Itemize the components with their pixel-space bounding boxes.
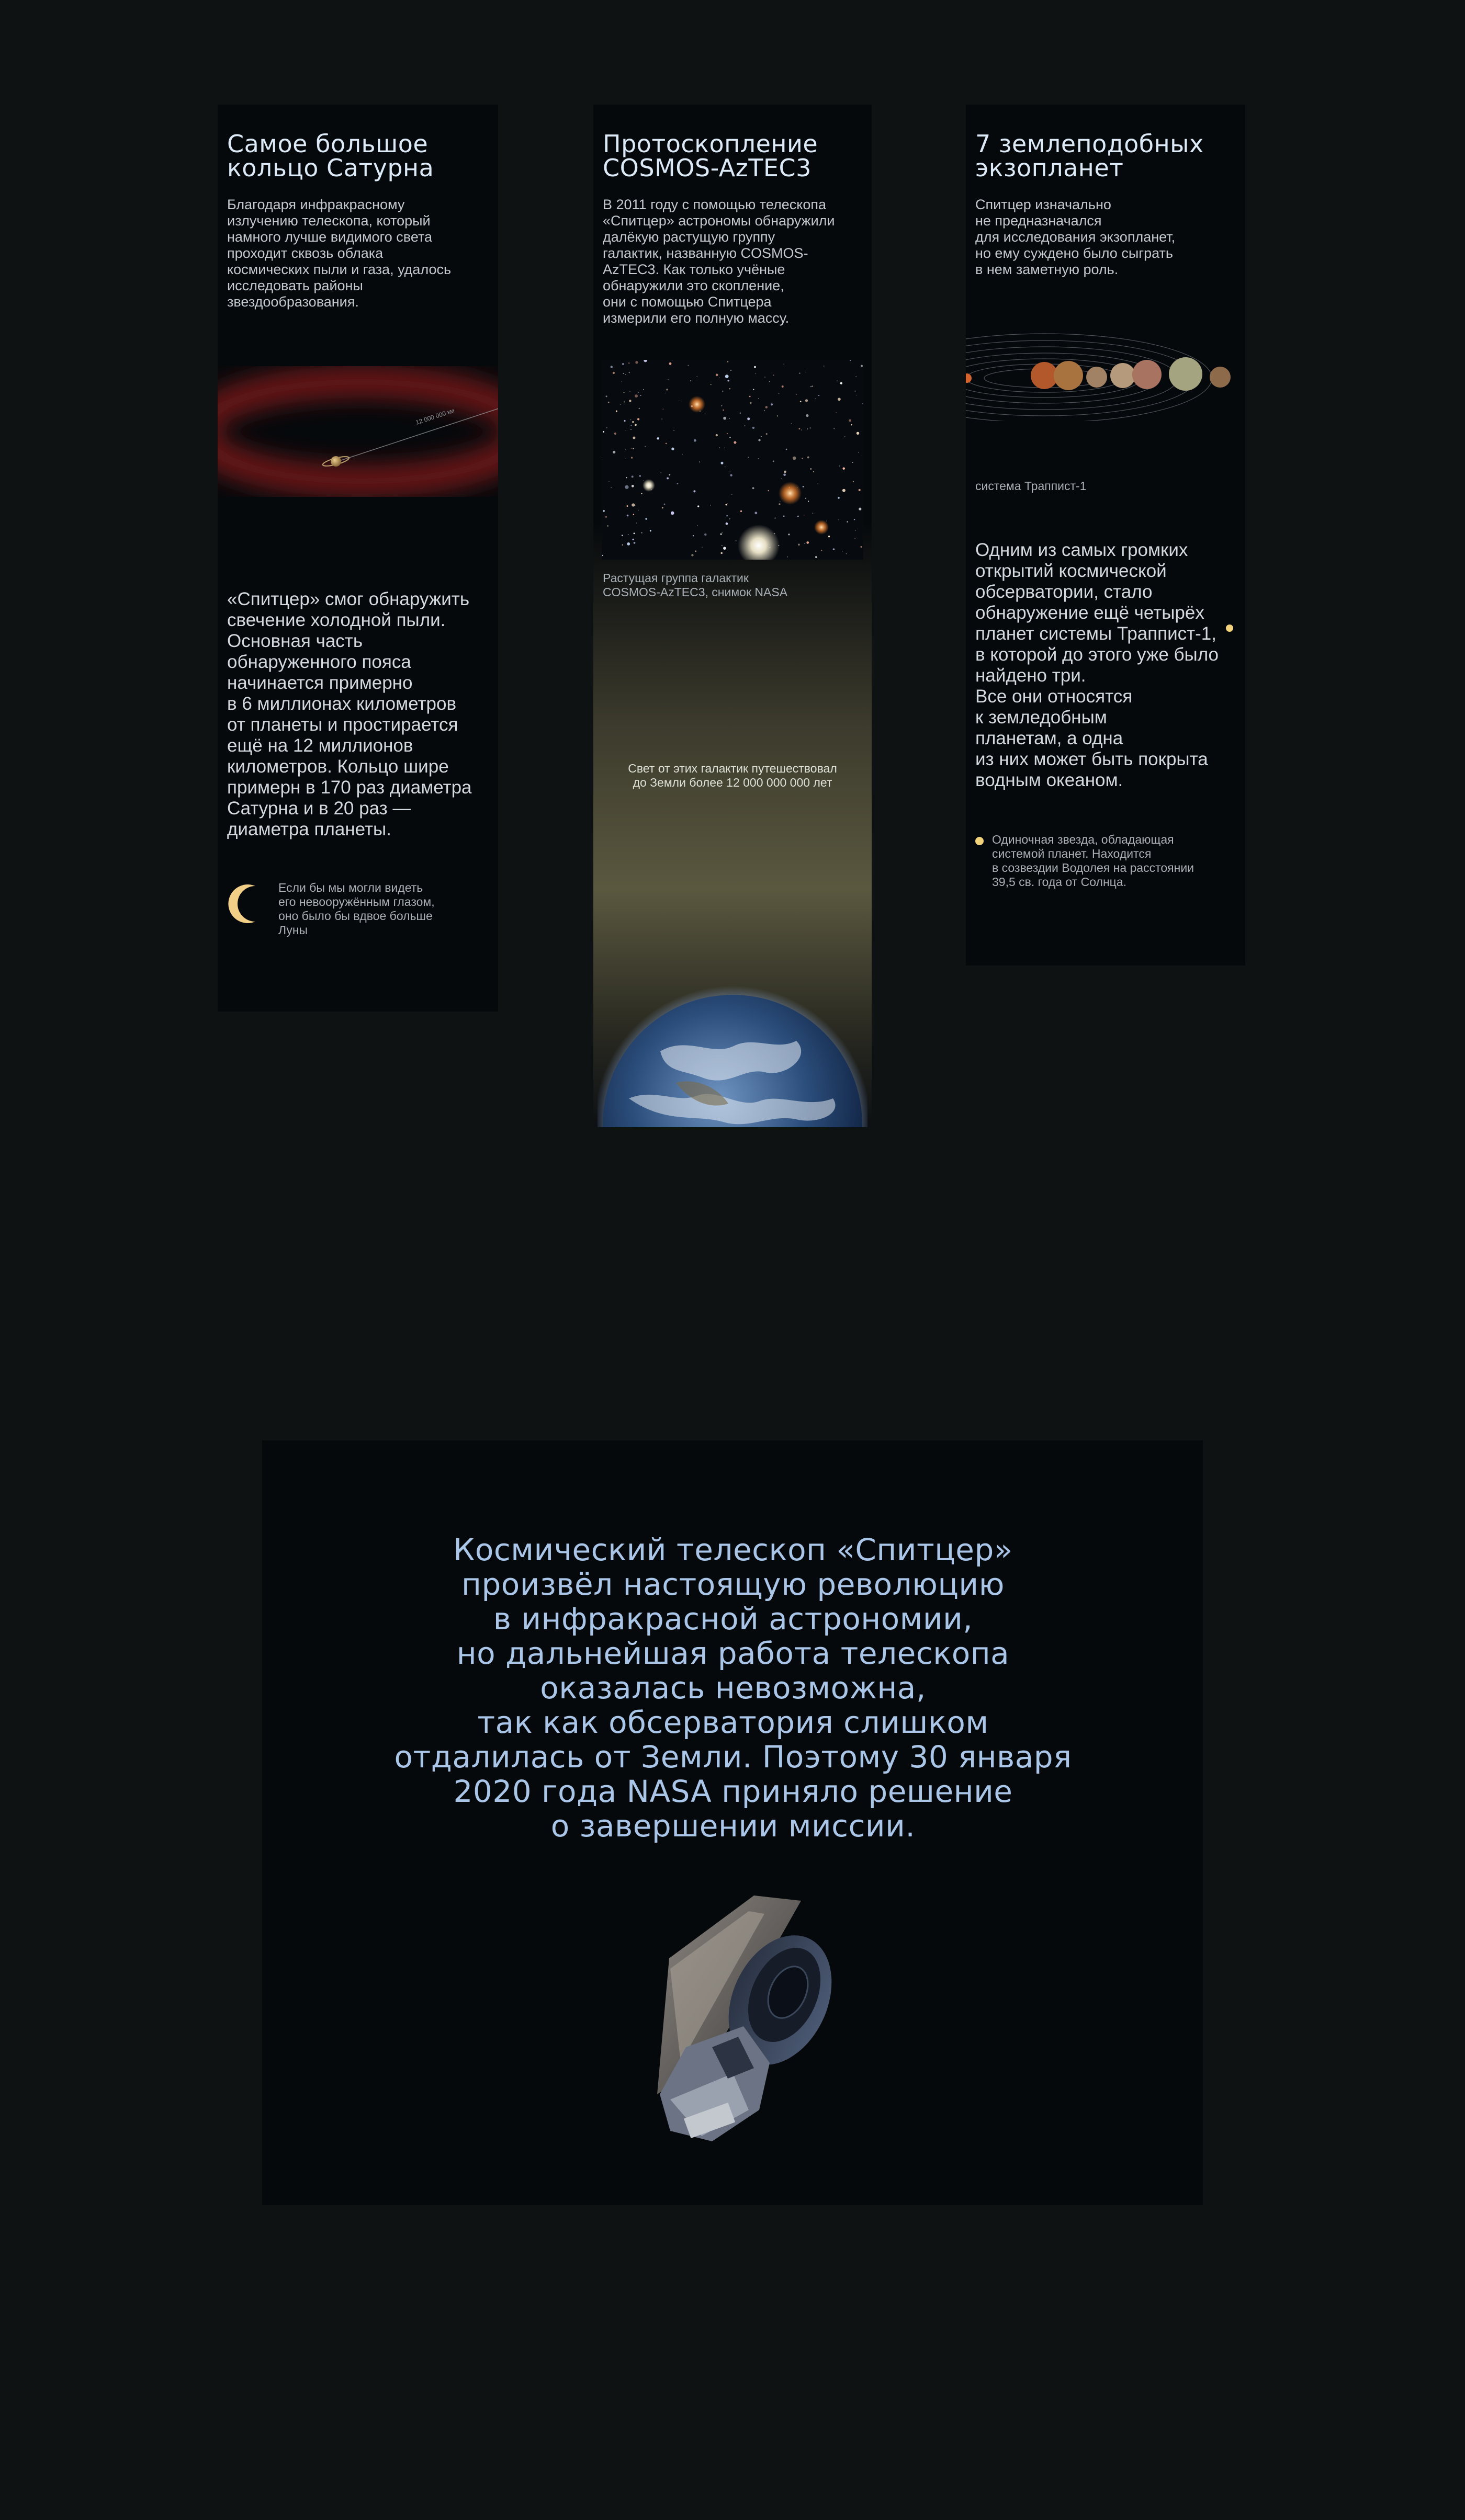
trappist-card [966,105,1245,966]
earth-illustration [598,978,867,1127]
trappist-system-diagram [966,316,1245,421]
galaxy-photo-caption: Растущая группа галактик COSMOS-AzTEC3, снимок NASA [603,571,788,599]
galaxy-cluster-photo [602,360,863,560]
star-note-dot [975,837,984,845]
trappist-card-title: 7 землеподобных экзопланет [975,130,1204,182]
moon-comparison-note: Если бы мы могли видеть его невооружённым глазом, оно было бы вдвое больше Луны [278,881,435,937]
cosmos-aztec3-card [593,105,872,1127]
trappist-card-intro: Спитцер изначально не предназначался для исследования экзопланет, но ему суждено было сыграть в нем заметную роль. [975,197,1176,277]
mission-end-statement: Космический телескоп «Спитцер» произвёл настоящую революцию в инфракрасной астрономии, но дальнейшая работа телескопа оказалась невозможна, так как обсерватория слишком отдалилась от Земли. Поэтому 30 января 2020 года NASA приняло решение о завершении миссии. [394,1532,1072,1844]
star-marker-dot [1226,625,1233,632]
spitzer-telescope-icon [607,1890,848,2162]
saturn-ring-card [218,105,498,1012]
trappist-star-note: Одиночная звезда, обладающая системой планет. Находится в созвездии Водолея на расстоянии 39,5 св. года от Солнца. [992,833,1194,889]
trappist-system-caption: система Траппист-1 [975,479,1087,493]
light-travel-note: Свет от этих галактик путешествовал до Земли более 12 000 000 000 лет [628,762,837,789]
trappist-card-body: Одним из самых громких открытий космической обсерватории, стало обнаружение ещё четырёх планет системы Траппист-1, в которой до этого уже было найдено три. Все они относятся к земледобным планетам, а одна из них может быть покрыта водным океаном. [975,540,1219,790]
ring-distance-label: 12 000 000 км [414,406,456,426]
saturn-card-body: «Спитцер» смог обнаружить свечение холодной пыли. Основная часть обнаруженного пояса начинается примерно в 6 миллионах километров от планеты и простирается ещё на 12 миллионов километров. Кольцо шире примерн в 170 раз диаметра Сатурна и в 20 раз — диаметра планеты. [227,589,472,839]
saturn-ring-illustration [218,366,498,497]
cluster-card-intro: В 2011 году с помощью телескопа «Спитцер» астрономы обнаружили далёкую растущую группу галактик, названную COSMOS- AzTEC3. Как только учёные обнаружили это скопление, они с помощью Спитцера измерили его полную массу. [603,197,835,326]
saturn-card-intro: Благодаря инфракрасному излучению телескопа, который намного лучше видимого света проходит сквозь облака космических пыли и газа, удалось исследовать районы звездообразования. [227,197,452,310]
crescent-moon-icon [228,883,265,925]
saturn-card-title: Самое большое кольцо Сатурна [227,130,434,182]
cluster-card-title: Протоскопление COSMOS-AzTEC3 [603,130,818,182]
spitzer-mission-card [262,1440,1203,2205]
